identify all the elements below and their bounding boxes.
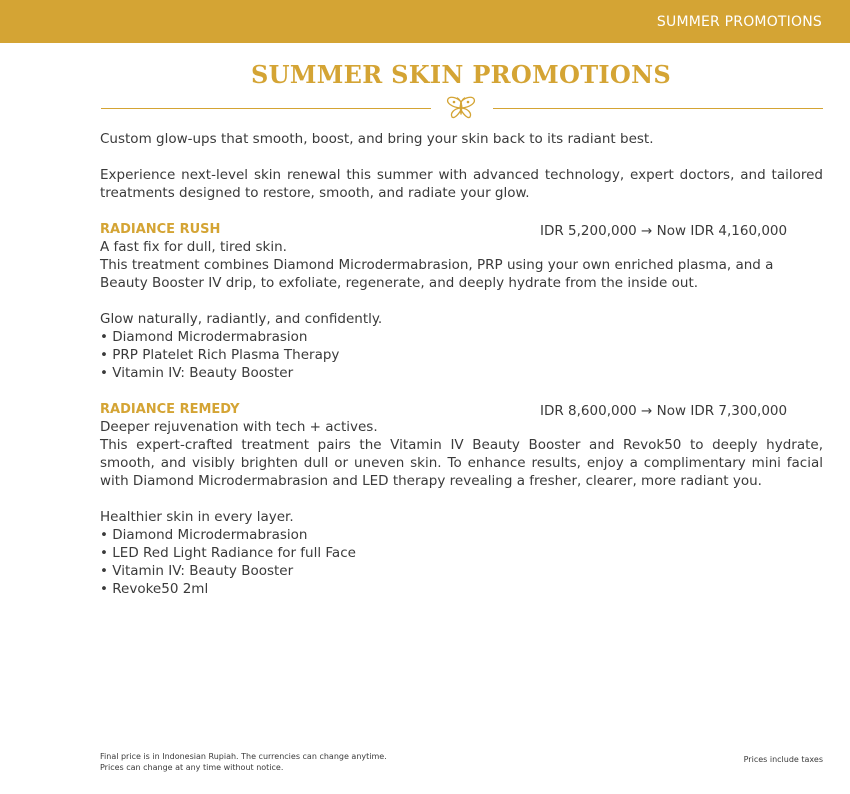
intro-description: Experience next-level skin renewal this summer with advanced technology, expert doctors, and tailored treatments designed to restore, smooth, and radiate your glow. <box>100 167 823 201</box>
butterfly-icon <box>446 96 476 120</box>
list-item: • PRP Platelet Rich Plasma Therapy <box>100 346 823 364</box>
footer-taxes-note: Prices include taxes <box>743 755 823 764</box>
promo-description-radiance-remedy: This expert-crafted treatment pairs the Vitamin IV Beauty Booster and Revok50 to deeply hydrate, smooth, and visibly brighten dull or uneven skin. To enhance results, enjoy a complimentary mini facial with Diamond Microdermabrasion and LED therapy revealing a fresher, clearer, more radiant you. <box>100 437 823 489</box>
list-item: • LED Red Light Radiance for full Face <box>100 544 823 562</box>
promo-price-radiance-rush: IDR 5,200,000 → Now IDR 4,160,000 <box>540 223 788 239</box>
list-item: • Diamond Microdermabrasion <box>100 526 823 544</box>
promo-tagline-radiance-rush: Glow naturally, radiantly, and confidently. <box>100 311 383 327</box>
promo-items-radiance-remedy <box>100 526 823 598</box>
header-bar <box>0 0 850 43</box>
page-title: SUMMER SKIN PROMOTIONS <box>251 60 671 89</box>
promo-price-radiance-remedy: IDR 8,600,000 → Now IDR 7,300,000 <box>540 403 788 419</box>
list-item: • Diamond Microdermabrasion <box>100 328 823 346</box>
promo-tagline-radiance-remedy: Healthier skin in every layer. <box>100 509 294 525</box>
promo-title-radiance-rush: RADIANCE RUSH <box>100 222 221 237</box>
intro-tagline: Custom glow-ups that smooth, boost, and bring your skin back to its radiant best. <box>100 131 654 147</box>
title-divider-left <box>101 108 431 109</box>
title-divider-right <box>493 108 823 109</box>
header-label: SUMMER PROMOTIONS <box>656 14 822 30</box>
list-item: • Vitamin IV: Beauty Booster <box>100 364 823 382</box>
list-item: • Revoke50 2ml <box>100 580 823 598</box>
promo-subtitle-radiance-remedy: Deeper rejuvenation with tech + actives. <box>100 419 378 435</box>
list-item: • Vitamin IV: Beauty Booster <box>100 562 823 580</box>
promo-description-radiance-rush: This treatment combines Diamond Microdermabrasion, PRP using your own enriched plasma, and a Beauty Booster IV drip, to exfoliate, regenerate, and deeply hydrate from the inside out. <box>100 257 774 291</box>
footer-note-currency: Final price is in Indonesian Rupiah. The currencies can change anytime. <box>100 752 387 761</box>
promo-items-radiance-rush <box>100 328 823 382</box>
promo-subtitle-radiance-rush: A fast fix for dull, tired skin. <box>100 239 287 255</box>
footer-note-change: Prices can change at any time without notice. <box>100 763 284 772</box>
promo-title-radiance-remedy: RADIANCE REMEDY <box>100 402 240 417</box>
footer-disclaimer <box>100 751 387 773</box>
